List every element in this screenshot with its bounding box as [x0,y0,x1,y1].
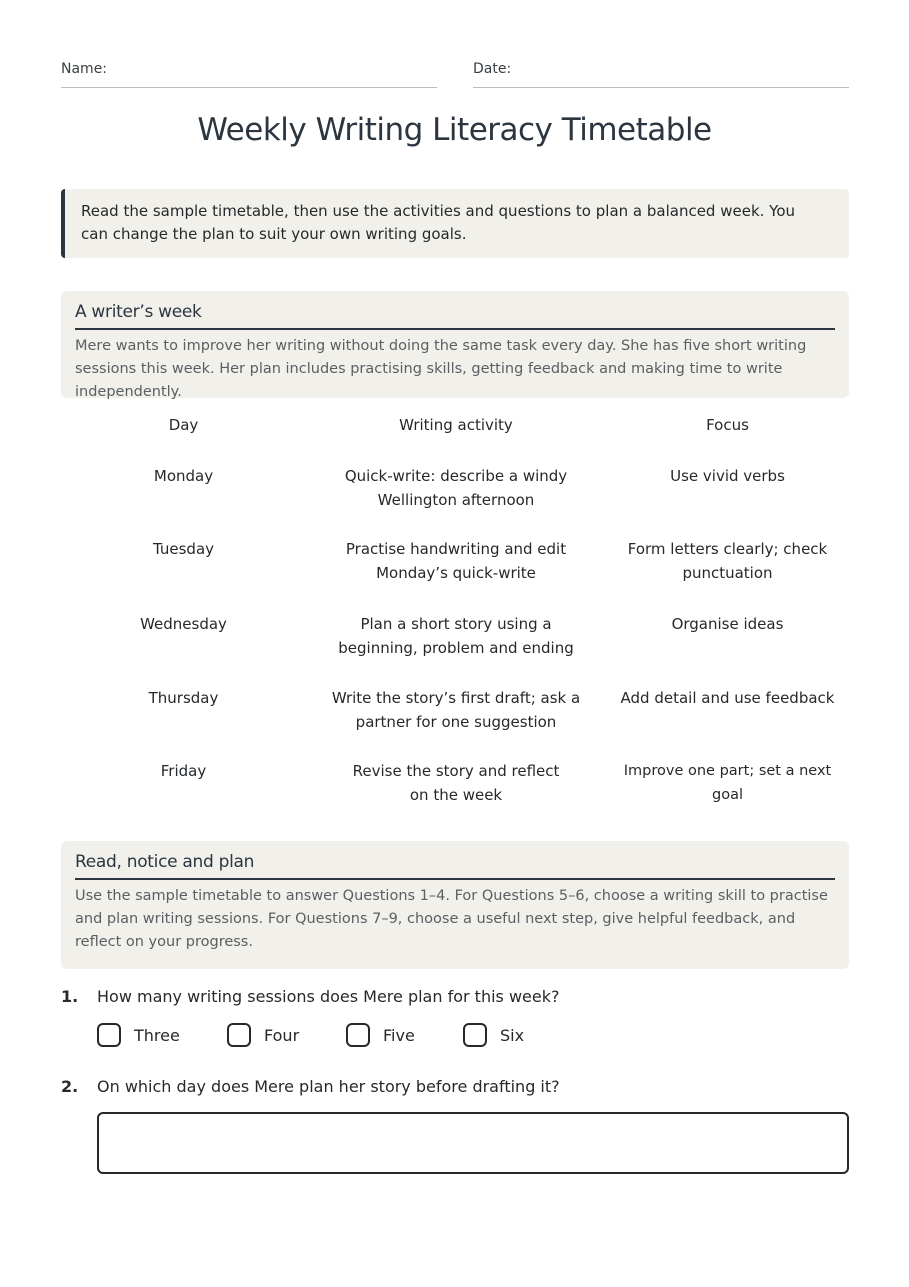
header-activity: Writing activity [399,416,513,434]
header-focus: Focus [706,416,749,434]
writers-week-text: Mere wants to improve her writing without doing the same task every day. She has five short writing sessions this week. Her plan includes practising skills, getting feedback and making time to write independently. [75,338,807,400]
checkbox[interactable] [227,1023,251,1047]
option-label: Five [383,1025,415,1045]
writers-week-panel [61,291,849,398]
intro-callout: Read the sample timetable, then use the activities and questions to plan a balanced week. You can change the plan to suit your own writing goals. [61,189,849,258]
focus-cell: Organise ideas [671,615,784,633]
date-field[interactable] [473,61,849,88]
activity-cell: Plan a short story using a beginning, problem and ending [338,615,574,657]
writers-week-heading: A writer’s week [75,302,835,330]
option-label: Four [264,1025,300,1045]
table-row [61,687,849,760]
option-four[interactable] [227,1023,299,1047]
page-title: Weekly Writing Literacy Timetable [197,112,712,148]
read-notice-plan-text: Use the sample timetable to answer Questions 1–4. For Questions 5–6, choose a writing skill to practise and plan writing sessions. For Questions 7–9, choose a useful next step, give helpful feedback, and reflect on your progress. [75,888,828,950]
option-label: Six [500,1025,525,1045]
checkbox[interactable] [463,1023,487,1047]
day-cell: Monday [153,467,214,485]
timetable [61,410,849,820]
table-row [61,760,849,820]
name-date-row [61,61,849,88]
question-text: How many writing sessions does Mere plan for this week? [97,987,560,1006]
day-cell: Thursday [148,689,219,707]
activity-cell: Quick-write: describe a windy Wellington afternoon [344,467,568,509]
day-cell: Tuesday [152,540,215,558]
question-number: 2. [61,1077,79,1096]
day-cell: Friday [160,762,207,780]
name-label: Name: [61,61,108,77]
table-row [61,538,849,613]
option-three[interactable] [97,1023,180,1047]
activity-cell: Revise the story and reflect on the week [352,762,560,804]
option-six[interactable] [463,1023,524,1047]
name-field[interactable] [61,61,437,88]
focus-cell: Use vivid verbs [670,467,785,485]
table-row [61,465,849,538]
option-five[interactable] [346,1023,415,1047]
activity-cell: Write the story’s first draft; ask a partner for one suggestion [331,689,581,731]
date-label: Date: [473,61,512,77]
focus-cell: Add detail and use feedback [620,689,835,707]
option-label: Three [134,1025,180,1045]
read-notice-plan-panel [61,841,849,969]
answer-box[interactable] [97,1112,849,1174]
checkbox[interactable] [97,1023,121,1047]
checkbox[interactable] [346,1023,370,1047]
focus-cell: Improve one part; set a next goal [623,763,832,803]
activity-cell: Practise handwriting and edit Monday’s quick-write [345,540,567,582]
day-cell: Wednesday [140,615,227,633]
read-notice-plan-heading: Read, notice and plan [75,852,835,880]
question-text: On which day does Mere plan her story before drafting it? [97,1077,560,1096]
focus-cell: Form letters clearly; check punctuation [627,540,828,582]
table-row [61,613,849,687]
question-number: 1. [61,987,79,1006]
header-day: Day [168,416,199,434]
timetable-header-row [61,410,849,465]
